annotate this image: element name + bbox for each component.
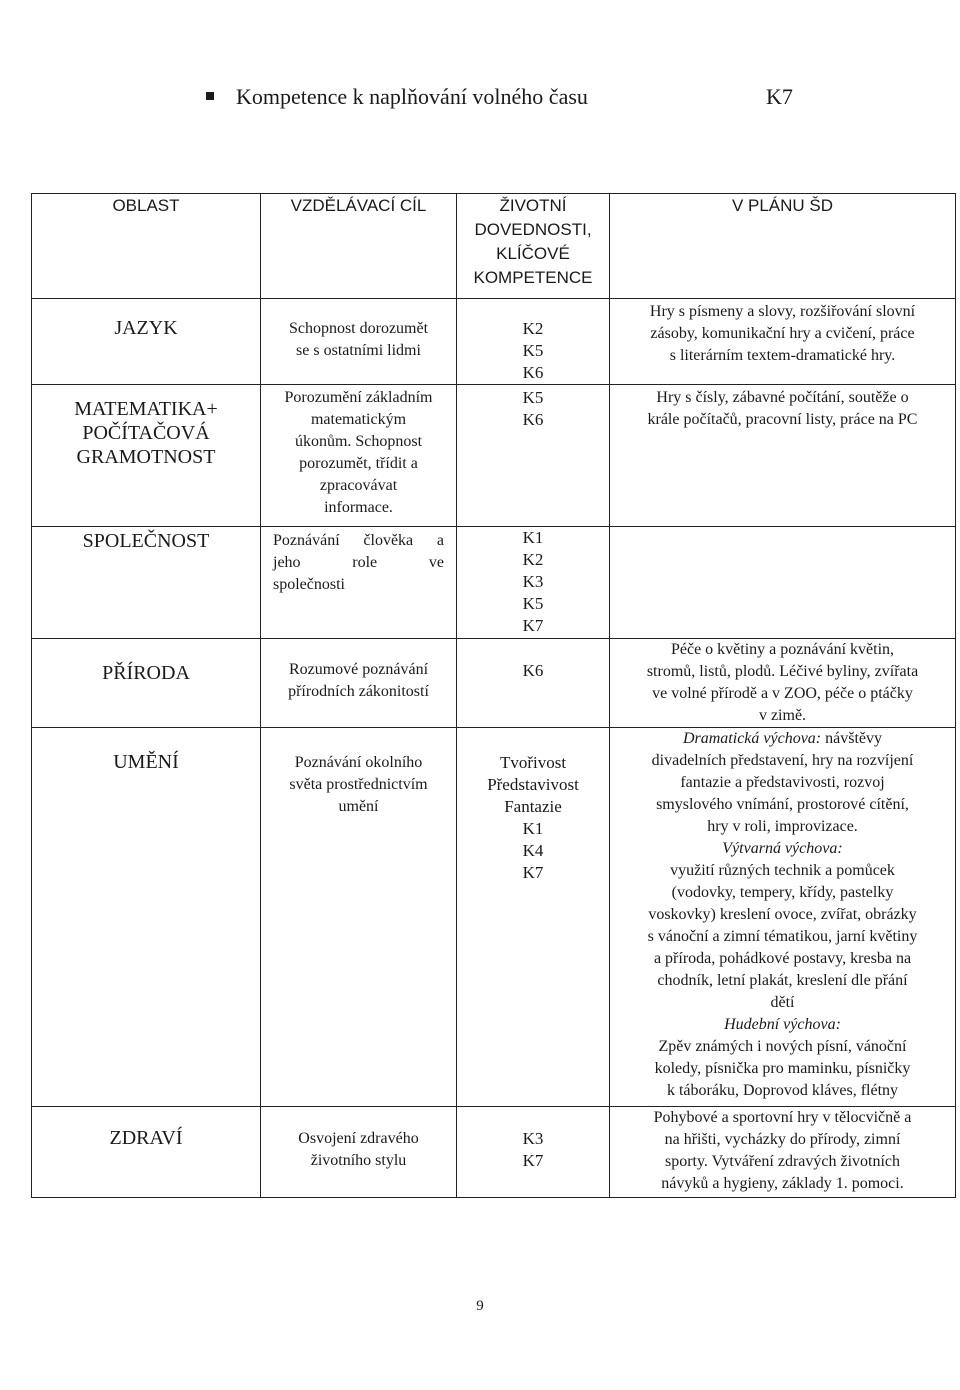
goal-cell: Schopnost dorozumět se s ostatními lidmi [261, 299, 457, 385]
plan-cell: Péče o květiny a poznávání květin, stromů, listů, plodů. Léčivé byliny, zvířata ve volné přírodě a v ZOO, péče o ptáčky v zimě. [610, 639, 956, 728]
plan-cell: Pohybové a sportovní hry v tělocvičně a na hřišti, vycházky do přírody, zimní sporty. Vytváření zdravých životních návyků a hygieny, základy 1. pomoci. [610, 1107, 956, 1198]
table-row [32, 728, 956, 1107]
table-row [32, 299, 956, 385]
header-area: OBLAST [32, 194, 261, 299]
goal-cell: Porozumění základním matematickým úkonům. Schopnost porozumět, třídit a zpracovávat informace. [261, 385, 457, 527]
table-row [32, 527, 956, 639]
header-competence: ŽIVOTNÍ DOVEDNOSTI, KLÍČOVÉ KOMPETENCE [457, 194, 610, 299]
competence-cell: K1 K2 K3 K5 K7 [457, 527, 610, 639]
competence-cell: K6 [457, 639, 610, 728]
heading-text: Kompetence k naplňování volného času [236, 84, 588, 109]
header-plan: V PLÁNU ŠD [610, 194, 956, 299]
plan-cell: Hry s písmeny a slovy, rozšiřování slovní zásoby, komunikační hry a cvičení, práce s literárním textem-dramatické hry. [610, 299, 956, 385]
page-number: 9 [476, 1298, 484, 1314]
area-cell: MATEMATIKA+ POČÍTAČOVÁ GRAMOTNOST [32, 385, 261, 527]
heading-code: K7 [766, 84, 793, 109]
competence-table [31, 193, 956, 1198]
area-cell: PŘÍRODA [32, 639, 261, 728]
plan-cell: Dramatická výchova: návštěvy divadelních představení, hry na rozvíjení fantazie a představivosti, rozvoj smyslového vnímání, prostorové cítění, hry v roli, improvizace. Výtvarná výchova: využití různých technik a pomůcek (vodovky, tempery, křídy, pastelky voskovky) kreslení ovoce, zvířat, obrázky s vánoční a zimní tématikou, jarní květiny a příroda, pohádkové postavy, kresba na chodník, letní plakát, kreslení dle přání dětí Hudební výchova: Zpěv známých i nových písní, vánoční koledy, písnička pro maminku, písničky k táboráku, Doprovod kláves, flétny [610, 728, 956, 1107]
competence-cell: Tvořivost Představivost Fantazie K1 K4 K7 [457, 728, 610, 1107]
header-row [32, 194, 956, 299]
area-cell: ZDRAVÍ [32, 1107, 261, 1198]
table-row [32, 385, 956, 527]
plan-cell [610, 527, 956, 639]
section-heading [206, 80, 806, 114]
goal-cell: Rozumové poznávání přírodních zákonitostí [261, 639, 457, 728]
goal-cell: Poznávání okolního světa prostřednictvím umění [261, 728, 457, 1107]
area-cell: JAZYK [32, 299, 261, 385]
table-row [32, 639, 956, 728]
area-cell: SPOLEČNOST [32, 527, 261, 639]
competence-cell: K2 K5 K6 [457, 299, 610, 385]
table-row [32, 1107, 956, 1198]
header-goal: VZDĚLÁVACÍ CÍL [261, 194, 457, 299]
bullet-icon [206, 92, 214, 100]
goal-cell: Osvojení zdravého životního stylu [261, 1107, 457, 1198]
plan-cell: Hry s čísly, zábavné počítání, soutěže o krále počítačů, pracovní listy, práce na PC [610, 385, 956, 527]
competence-cell: K3 K7 [457, 1107, 610, 1198]
competence-cell: K5 K6 [457, 385, 610, 527]
goal-cell: Poznávání člověka a jeho role ve společnosti [261, 527, 457, 639]
area-cell: UMĚNÍ [32, 728, 261, 1107]
